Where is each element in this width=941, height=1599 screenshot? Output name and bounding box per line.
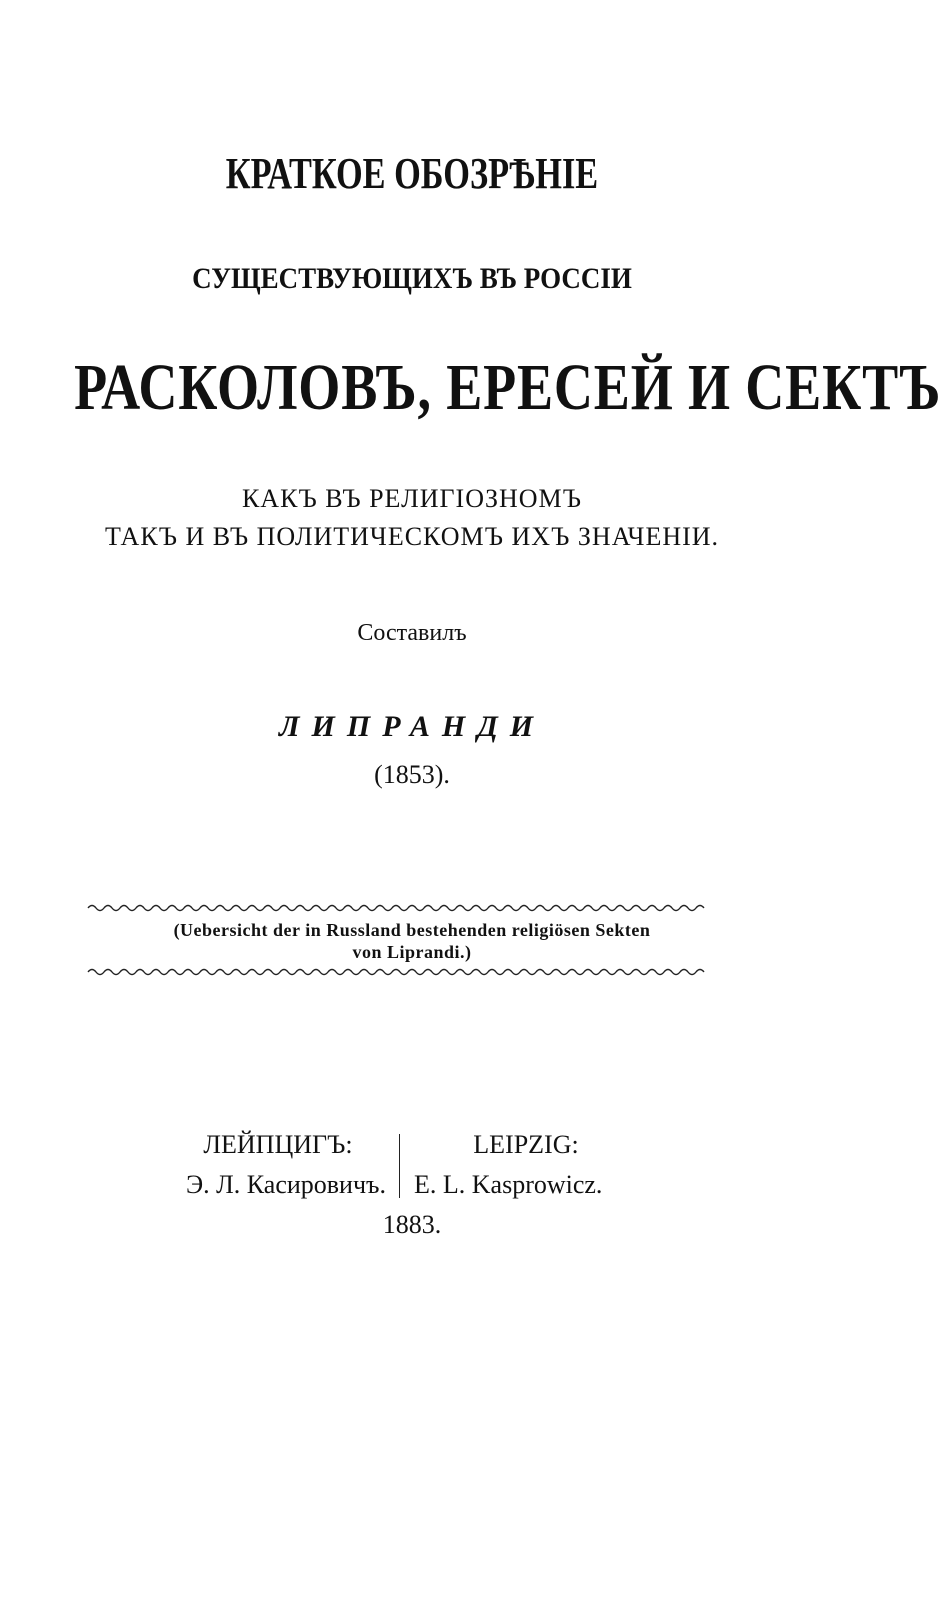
publication-year: 1883. — [382, 1210, 442, 1239]
german-note-line-1: (Uebersicht der in Russland bestehenden religiösen Sekten — [173, 920, 651, 940]
german-note-line-2: von Liprandi.) — [352, 942, 472, 962]
composed-by-label: Составилъ — [357, 620, 467, 646]
title-line-2: СУЩЕСТВУЮЩИХЪ ВЪ РОССІИ — [192, 262, 632, 295]
wavy-rule-bottom — [88, 966, 708, 978]
wavy-rule-top — [88, 902, 708, 914]
imprint-city-german: LEIPZIG: — [473, 1130, 579, 1159]
imprint-divider — [399, 1134, 400, 1198]
original-year: (1853). — [374, 760, 450, 789]
title-line-1: КРАТКОЕ ОБОЗРѢНІЕ — [225, 149, 599, 198]
title-line-5: ТАКЪ И ВЪ ПОЛИТИЧЕСКОМЪ ИХЪ ЗНАЧЕНІИ. — [104, 522, 720, 551]
author-name: ЛИПРАНДИ — [278, 710, 546, 743]
imprint-publisher-russian: Э. Л. Касировичъ. — [185, 1170, 386, 1199]
imprint-publisher-german: E. L. Kasprowicz. — [414, 1170, 603, 1199]
imprint-city-russian: ЛЕЙПЦИГЪ: — [203, 1130, 353, 1159]
title-line-3: РАСКОЛОВЪ, ЕРЕСЕЙ И СЕКТЪ — [74, 351, 941, 424]
title-line-4: КАКЪ ВЪ РЕЛИГІОЗНОМЪ — [241, 484, 583, 513]
